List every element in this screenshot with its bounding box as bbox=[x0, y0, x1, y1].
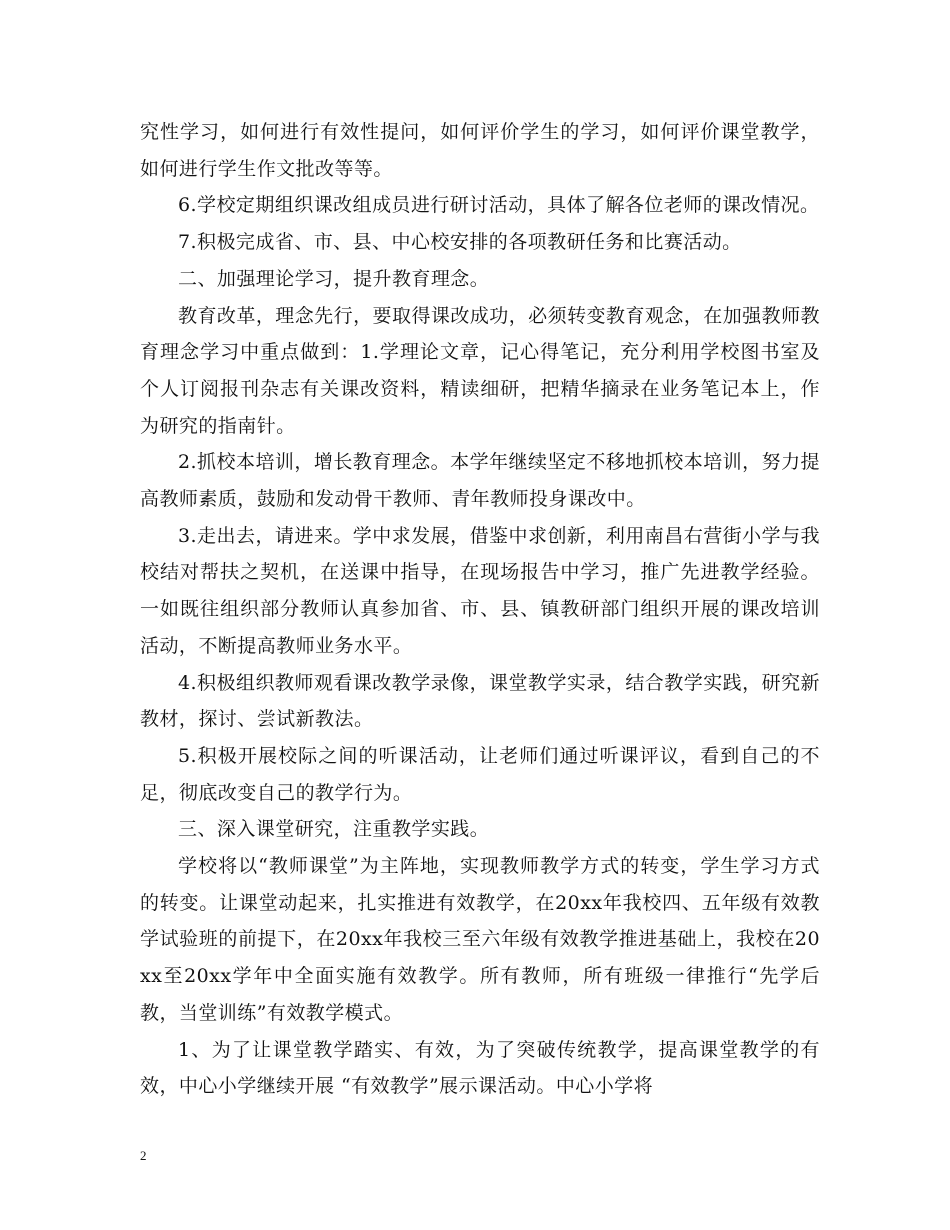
paragraph-12: 1、为了让课堂教学踏实、有效，为了突破传统教学，提高课堂教学的有效，中心小学继续开展 “有效教学”展示课活动。中心小学将 bbox=[140, 1038, 820, 1098]
document-body bbox=[140, 114, 820, 1105]
section-heading-3: 三、深入课堂研究，注重教学实践。 bbox=[178, 818, 490, 841]
paragraph-2: 6.学校定期组织课改组成员进行研讨活动，具体了解各位老师的课改情况。 bbox=[178, 194, 820, 217]
section-heading-2: 二、加强理论学习，提升教育理念。 bbox=[178, 267, 490, 290]
paragraph-9: 5.积极开展校际之间的听课活动，让老师们通过听课评议，看到自己的不足，彻底改变自己的教学行为。 bbox=[140, 744, 820, 804]
paragraph-8: 4.积极组织教师观看课改教学录像，课堂教学实录，结合教学实践，研究新教材，探讨、尝试新教法。 bbox=[140, 671, 820, 731]
paragraph-5: 教育改革，理念先行，要取得课改成功，必须转变教育观念，在加强教师教育理念学习中重点做到：1.学理论文章，记心得笔记，充分利用学校图书室及个人订阅报刊杂志有关课改资料，精读细研，把精华摘录在业务笔记本上，作为研究的指南针。 bbox=[140, 304, 820, 437]
paragraph-6: 2.抓校本培训，增长教育理念。本学年继续坚定不移地抓校本培训，努力提高教师素质，鼓励和发动骨干教师、青年教师投身课改中。 bbox=[140, 451, 820, 511]
paragraph-3: 7.积极完成省、市、县、中心校安排的各项教研任务和比赛活动。 bbox=[178, 231, 742, 254]
paragraph-7: 3.走出去，请进来。学中求发展，借鉴中求创新，利用南昌右营街小学与我校结对帮扶之契机，在送课中指导，在现场报告中学习，推广先进教学经验。一如既往组织部分教师认真参加省、市、县、镇教研部门组织开展的课改培训活动，不断提高教师业务水平。 bbox=[140, 524, 820, 657]
paragraph-1: 究性学习，如何进行有效性提问，如何评价学生的学习，如何评价课堂教学，如何进行学生作文批改等等。 bbox=[140, 121, 820, 180]
page-number: 2 bbox=[140, 1148, 147, 1163]
paragraph-11: 学校将以“教师课堂”为主阵地，实现教师教学方式的转变，学生学习方式的转变。让课堂动起来，扎实推进有效教学，在20xx年我校四、五年级有效教学试验班的前提下，在20xx年我校三至六年级有效教学推进基础上，我校在20xx至20xx学年中全面实施有效教学。所有教师，所有班级一律推行“先学后教，当堂训练”有效教学模式。 bbox=[140, 855, 820, 1024]
